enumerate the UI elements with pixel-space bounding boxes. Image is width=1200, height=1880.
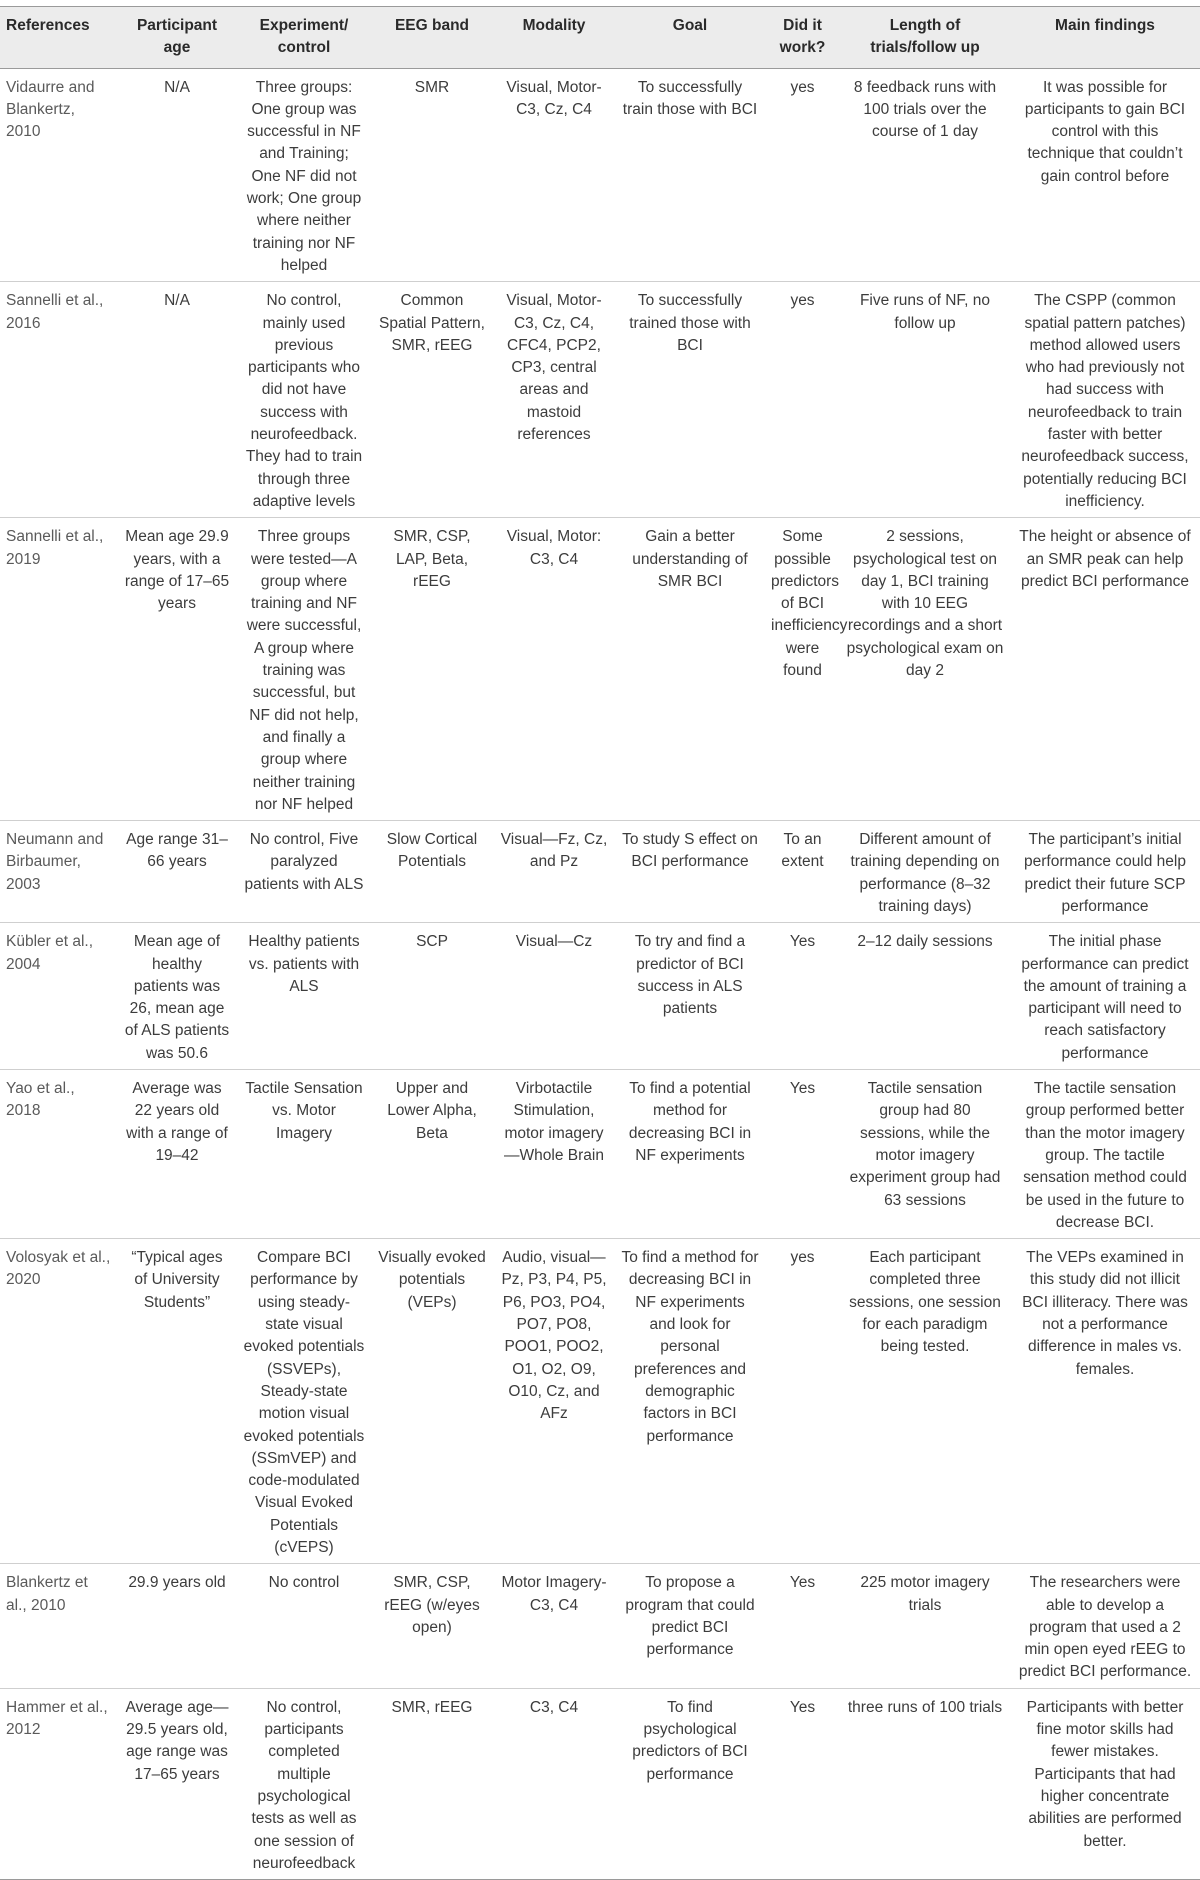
cell-modality: Motor Imagery-C3, C4 bbox=[501, 1574, 607, 1614]
header-references: References bbox=[6, 17, 90, 34]
header-experiment-control: Experiment/ control bbox=[259, 17, 349, 57]
cell-goal: To propose a program that could predict BCI performance bbox=[625, 1574, 755, 1659]
cell-goal: To try and find a predictor of BCI success in ALS patients bbox=[634, 933, 746, 1018]
cell-modality: Visual, Motor: C3, C4 bbox=[506, 528, 602, 568]
table-row bbox=[0, 1239, 1200, 1564]
cell-length-of-trials: Each participant completed three sessions, one session for each paradigm being tested. bbox=[849, 1249, 1001, 1356]
cell-modality: Visual, Motor-C3, Cz, C4 bbox=[506, 78, 602, 118]
cell-main-findings: The CSPP (common spatial pattern patches) method allowed users who had previously not had success with neurofeedback to train faster with better neurofeedback success, potentially reducing BCI inefficiency. bbox=[1021, 292, 1189, 510]
cell-did-it-work: Some possible predictors of BCI inefficiency were found bbox=[771, 528, 848, 680]
cell-goal: To find a potential method for decreasing BCI in NF experiments bbox=[628, 1080, 752, 1164]
cell-reference: Neumann and Birbaumer, 2003 bbox=[6, 831, 104, 893]
cell-main-findings: The participant’s initial performance could help predict their future SCP performance bbox=[1024, 831, 1186, 915]
cell-length-of-trials: Five runs of NF, no follow up bbox=[859, 292, 991, 332]
header-did-it-work: Did it work? bbox=[779, 17, 826, 57]
cell-reference: Sannelli et al., 2016 bbox=[6, 292, 104, 332]
cell-modality: Audio, visual—Pz, P3, P4, P5, P6, PO3, PO4, PO7, PO8, POO1, POO2, O1, O2, O9, O10, Cz, and AFz bbox=[501, 1249, 607, 1423]
cell-eeg-band: SMR, rEEG bbox=[391, 1698, 473, 1716]
cell-eeg-band: Visually evoked potentials (VEPs) bbox=[378, 1249, 486, 1311]
cell-main-findings: The VEPs examined in this study did not illicit BCI illiteracy. There was not a performance difference in males vs. females. bbox=[1022, 1249, 1188, 1378]
cell-reference: Volosyak et al., 2020 bbox=[6, 1249, 111, 1289]
header-modality: Modality bbox=[522, 17, 586, 34]
cell-goal: To study S effect on BCI performance bbox=[622, 831, 758, 871]
cell-experiment-control: No control, mainly used previous participants who did not have success with neurofeedback. They had to train through three adaptive levels bbox=[245, 292, 363, 510]
cell-reference: Vidaurre and Blankertz, 2010 bbox=[6, 78, 95, 141]
cell-did-it-work: yes bbox=[790, 1249, 815, 1267]
cell-goal: To find psychological predictors of BCI performance bbox=[632, 1698, 748, 1783]
cell-length-of-trials: 2 sessions, psychological test on day 1, BCI training with 10 EEG recordings and a short psychological exam on day 2 bbox=[846, 528, 1004, 680]
research-table bbox=[0, 6, 1200, 1880]
header-length-of-trials: Length of trials/follow up bbox=[870, 17, 980, 57]
cell-goal: To find a method for decreasing BCI in NF experiments and look for personal preferences and demographic factors in BCI performance bbox=[621, 1249, 759, 1445]
cell-did-it-work: yes bbox=[790, 78, 815, 96]
cell-did-it-work: To an extent bbox=[781, 831, 824, 871]
cell-main-findings: The height or absence of an SMR peak can help predict BCI performance bbox=[1019, 528, 1191, 590]
table-row bbox=[0, 821, 1200, 923]
cell-did-it-work: Yes bbox=[789, 1080, 816, 1098]
cell-did-it-work: Yes bbox=[789, 1698, 816, 1716]
cell-goal: To successfully trained those with BCI bbox=[629, 292, 751, 354]
cell-main-findings: The researchers were able to develop a program that used a 2 min open eyed rEEG to predict BCI performance. bbox=[1018, 1574, 1192, 1681]
cell-reference: Hammer et al., 2012 bbox=[6, 1698, 108, 1739]
header-eeg-band: EEG band bbox=[394, 17, 470, 34]
cell-experiment-control: Healthy patients vs. patients with ALS bbox=[248, 933, 360, 995]
cell-modality: Virbotactile Stimulation, motor imagery—Whole Brain bbox=[504, 1080, 604, 1164]
cell-eeg-band: Common Spatial Pattern, SMR, rEEG bbox=[379, 292, 485, 354]
cell-eeg-band: SMR, CSP, rEEG (w/eyes open) bbox=[384, 1574, 480, 1636]
cell-experiment-control: Compare BCI performance by using steady-state visual evoked potentials (SSVEPs), Steady-state motion visual evoked potentials (SSmVEP) and code-modulated Visual Evoked Potentials (cVEPS) bbox=[243, 1249, 365, 1556]
cell-did-it-work: Yes bbox=[789, 1574, 816, 1592]
cell-length-of-trials: Different amount of training depending on performance (8–32 training days) bbox=[850, 831, 1000, 915]
cell-main-findings: The initial phase performance can predict the amount of training a participant will need to reach satisfactory performance bbox=[1021, 933, 1189, 1062]
cell-goal: To successfully train those with BCI bbox=[622, 78, 758, 118]
cell-did-it-work: yes bbox=[790, 292, 815, 310]
cell-experiment-control: No control, Five paralyzed patients with ALS bbox=[244, 831, 364, 893]
cell-reference: Yao et al., 2018 bbox=[6, 1080, 75, 1120]
cell-experiment-control: Three groups: One group was successful in NF and Training; One NF did not work; One group where neither training nor NF helped bbox=[246, 78, 362, 274]
cell-did-it-work: Yes bbox=[789, 933, 816, 951]
table-row bbox=[0, 518, 1200, 821]
cell-length-of-trials: 8 feedback runs with 100 trials over the course of 1 day bbox=[853, 78, 997, 141]
cell-goal: Gain a better understanding of SMR BCI bbox=[632, 528, 748, 590]
table-row bbox=[0, 923, 1200, 1070]
cell-participant-age: Mean age of healthy patients was 26, mean age of ALS patients was 50.6 bbox=[124, 933, 230, 1062]
header-participant-age: Participant age bbox=[136, 17, 218, 57]
table-row bbox=[0, 68, 1200, 282]
cell-participant-age: Age range 31–66 years bbox=[126, 831, 228, 871]
cell-main-findings: Participants with better fine motor skills had fewer mistakes. Participants that had higher concentrate abilities are performed better. bbox=[1026, 1698, 1184, 1850]
cell-length-of-trials: 225 motor imagery trials bbox=[860, 1574, 990, 1614]
cell-eeg-band: SCP bbox=[416, 933, 448, 951]
cell-main-findings: The tactile sensation group performed better than the motor imagery group. The tactile sensation method could be used in the future to decrease BCI. bbox=[1023, 1080, 1187, 1231]
header-row bbox=[0, 7, 1200, 69]
header-goal: Goal bbox=[672, 17, 708, 34]
cell-experiment-control: Three groups were tested—A group where training and NF were successful, A group where training was successful, but NF did not help, and finally a group where neither training nor NF helped bbox=[246, 528, 362, 813]
cell-reference: Kübler et al., 2004 bbox=[6, 933, 94, 973]
cell-participant-age: Average age—29.5 years old, age range was 17–65 years bbox=[125, 1698, 229, 1783]
cell-participant-age: “Typical ages of University Students” bbox=[131, 1249, 223, 1311]
cell-participant-age: Average was 22 years old with a range of 19–42 bbox=[126, 1080, 228, 1164]
cell-reference: Blankertz et al., 2010 bbox=[6, 1574, 88, 1614]
cell-length-of-trials: three runs of 100 trials bbox=[847, 1698, 1003, 1716]
cell-participant-age: N/A bbox=[164, 78, 190, 96]
cell-participant-age: N/A bbox=[164, 292, 190, 310]
cell-modality: Visual—Cz bbox=[515, 933, 593, 951]
cell-reference: Sannelli et al., 2019 bbox=[6, 528, 104, 568]
cell-experiment-control: No control, participants completed multiple psychological tests as well as one session of neurofeedback bbox=[251, 1698, 357, 1872]
cell-eeg-band: SMR bbox=[414, 78, 450, 96]
table-row bbox=[0, 1688, 1200, 1879]
cell-length-of-trials: Tactile sensation group had 80 sessions, while the motor imagery experiment group had 63 sessions bbox=[849, 1080, 1001, 1209]
cell-main-findings: It was possible for participants to gain BCI control with this technique that couldn’t gain control before bbox=[1024, 78, 1186, 185]
cell-modality: Visual—Fz, Cz, and Pz bbox=[500, 831, 608, 871]
cell-participant-age: Mean age 29.9 years, with a range of 17–65 years bbox=[124, 528, 230, 613]
cell-eeg-band: SMR, CSP, LAP, Beta, rEEG bbox=[393, 528, 471, 590]
table-row bbox=[0, 1564, 1200, 1688]
cell-length-of-trials: 2–12 daily sessions bbox=[857, 933, 993, 951]
table-row bbox=[0, 282, 1200, 518]
cell-modality: C3, C4 bbox=[529, 1698, 579, 1716]
cell-eeg-band: Slow Cortical Potentials bbox=[386, 831, 478, 871]
cell-experiment-control: No control bbox=[268, 1574, 340, 1592]
cell-participant-age: 29.9 years old bbox=[128, 1574, 226, 1592]
cell-modality: Visual, Motor-C3, Cz, C4, CFC4, PCP2, CP3, central areas and mastoid references bbox=[506, 292, 602, 444]
table-row bbox=[0, 1070, 1200, 1239]
cell-eeg-band: Upper and Lower Alpha, Beta bbox=[387, 1080, 477, 1142]
cell-experiment-control: Tactile Sensation vs. Motor Imagery bbox=[245, 1080, 363, 1142]
header-main-findings: Main findings bbox=[1055, 17, 1155, 34]
